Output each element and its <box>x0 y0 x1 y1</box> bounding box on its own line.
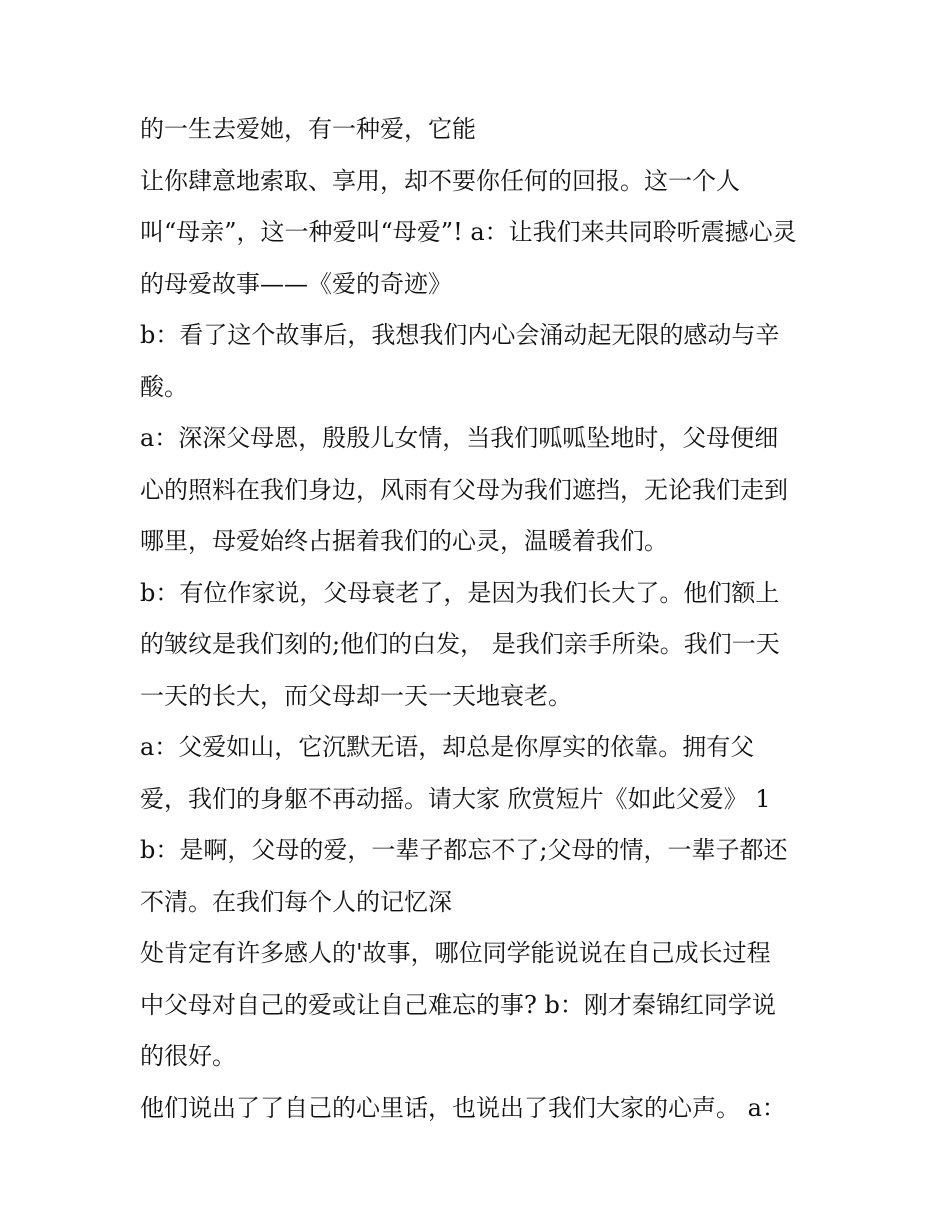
text-line: 他们说出了了自己的心里话，也说出了我们大家的心声。 a： <box>140 1093 786 1122</box>
text-line: 叫“母亲”，这一种爱叫“母爱”! a：让我们来共同聆听震撼心灵 <box>140 218 797 246</box>
text-line: 不清。在我们每个人的记忆深 <box>140 887 452 916</box>
text-line: 的一生去爱她，有一种爱，它能 <box>140 115 476 143</box>
text-line: 的皱纹是我们刻的;他们的白发， 是我们亲手所染。我们一天 <box>140 630 780 658</box>
text-line: 的母爱故事——《爱的奇迹》 <box>140 269 452 298</box>
text-line: b：有位作家说，父母衰老了，是因为我们长大了。他们额上 <box>140 578 780 607</box>
text-line: b：看了这个故事后，我想我们内心会涌动起无限的感动与辛 <box>140 321 780 349</box>
text-line: 一天的长大，而父母却一天一天地衰老。 <box>140 681 572 710</box>
text-line: a：父爱如山，它沉默无语，却总是你厚实的依靠。拥有父 <box>140 733 755 761</box>
text-line: 心的照料在我们身边，风雨有父母为我们遮挡，无论我们走到 <box>140 475 788 504</box>
text-line: a：深深父母恩，殷殷儿女情，当我们呱呱坠地时，父母便细 <box>140 424 779 452</box>
text-line: 处肯定有许多感人的'故事，哪位同学能说说在自己成长过程 <box>140 939 771 967</box>
text-line: 爱，我们的身躯不再动摇。请大家 欣赏短片《如此父爱》 1 <box>140 784 771 813</box>
text-line: b：是啊，父母的爱，一辈子都忘不了;父母的情，一辈子都还 <box>140 836 788 864</box>
document-body <box>140 104 830 1134</box>
text-line: 中父母对自己的爱或让自己难忘的事? b：刚才秦锦红同学说 <box>140 990 776 1019</box>
text-line: 酸。 <box>140 372 188 401</box>
text-line: 哪里，母爱始终占据着我们的心灵，温暖着我们。 <box>140 527 668 555</box>
text-line: 的很好。 <box>140 1042 236 1070</box>
text-line: 让你肆意地索取、享用，却不要你任何的回报。这一个人 <box>140 166 740 195</box>
